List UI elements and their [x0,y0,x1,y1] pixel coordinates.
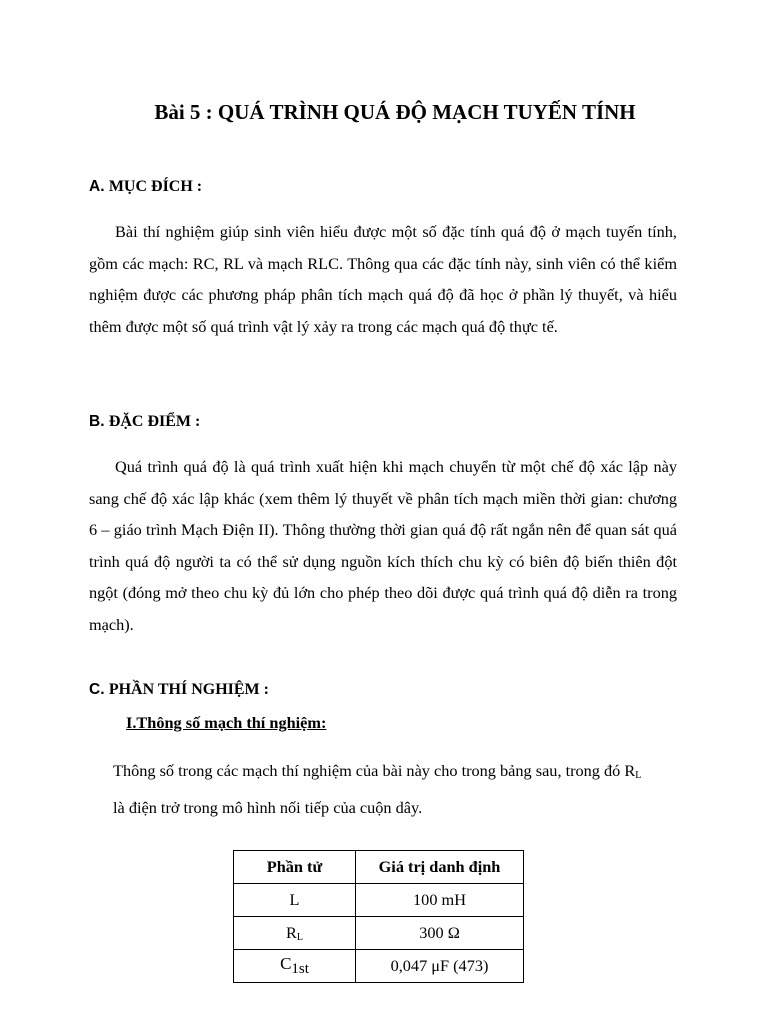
table-cell-element [234,884,356,917]
subsection-heading: I.Thông số mạch thí nghiệm: [126,713,327,732]
parameter-table [233,850,524,983]
element-symbol: C [280,954,292,973]
table-row [234,884,524,917]
intro-text: Thông số trong các mạch thí nghiệm của bài này cho trong bảng sau, trong đó R [113,761,636,780]
section-b-heading [89,413,200,431]
table-cell-value: 100 mH [356,884,524,917]
element-subscript: L [296,932,303,943]
table-cell-element [234,917,356,950]
section-a-paragraph: Bài thí nghiệm giúp sinh viên hiểu được một số đặc tính quá độ ở mạch tuyến tính, gồm các mạch: RC, RL và mạch RLC. Thông qua các đặc tính này, sinh viên có thể kiểm nghiệm được các phương pháp phân tích mạch quá độ đã học ở phần lý thuyết, và hiểu thêm được một số quá trình vật lý xảy ra trong các mạch quá độ thực tế. [89,222,677,336]
section-a-title: MỤC ĐÍCH : [108,178,203,195]
document-title: Bài 5 : QUÁ TRÌNH QUÁ ĐỘ MẠCH TUYẾN TÍNH [154,100,636,124]
intro-text-2: là điện trở trong mô hình nối tiếp của cuộn dây. [113,798,423,817]
section-b-paragraph: Quá trình quá độ là quá trình xuất hiện khi mạch chuyển từ một chế độ xác lập này sang chế độ xác lập khác (xem thêm lý thuyết về phân tích mạch miền thời gian: chương 6 – giáo trình Mạch Điện II). Thông thường thời gian quá độ rất ngắn nên để quan sát quá trình quá độ người ta có thể sử dụng nguồn kích thích chu kỳ có biên độ biến thiên đột ngột (đóng mở theo chu kỳ đủ lớn cho phép theo dõi được quá trình quá độ diễn ra trong mạch). [89,457,677,634]
section-b-number: B. [89,413,105,430]
section-a-heading [89,178,202,196]
table-cell-value: 300 Ω [356,917,524,950]
intro-subscript: L [635,770,642,781]
section-c-number: C. [89,681,105,698]
element-subscript: 1st [291,961,309,977]
table-cell-element [234,950,356,983]
element-symbol: L [289,890,300,909]
element-symbol: R [286,923,297,942]
table-row [234,950,524,983]
table-header-element: Phần tử [234,851,356,884]
table-row [234,917,524,950]
table-header-row [234,851,524,884]
section-c-heading [89,681,269,699]
table-cell-value: 0,047 μF (473) [356,950,524,983]
section-c-title: PHẦN THÍ NGHIỆM : [108,681,269,698]
section-b-title: ĐẶC ĐIỂM : [108,413,201,430]
table-header-value: Giá trị danh định [356,851,524,884]
section-a-number: A. [89,178,105,195]
intro-paragraph [113,755,683,824]
